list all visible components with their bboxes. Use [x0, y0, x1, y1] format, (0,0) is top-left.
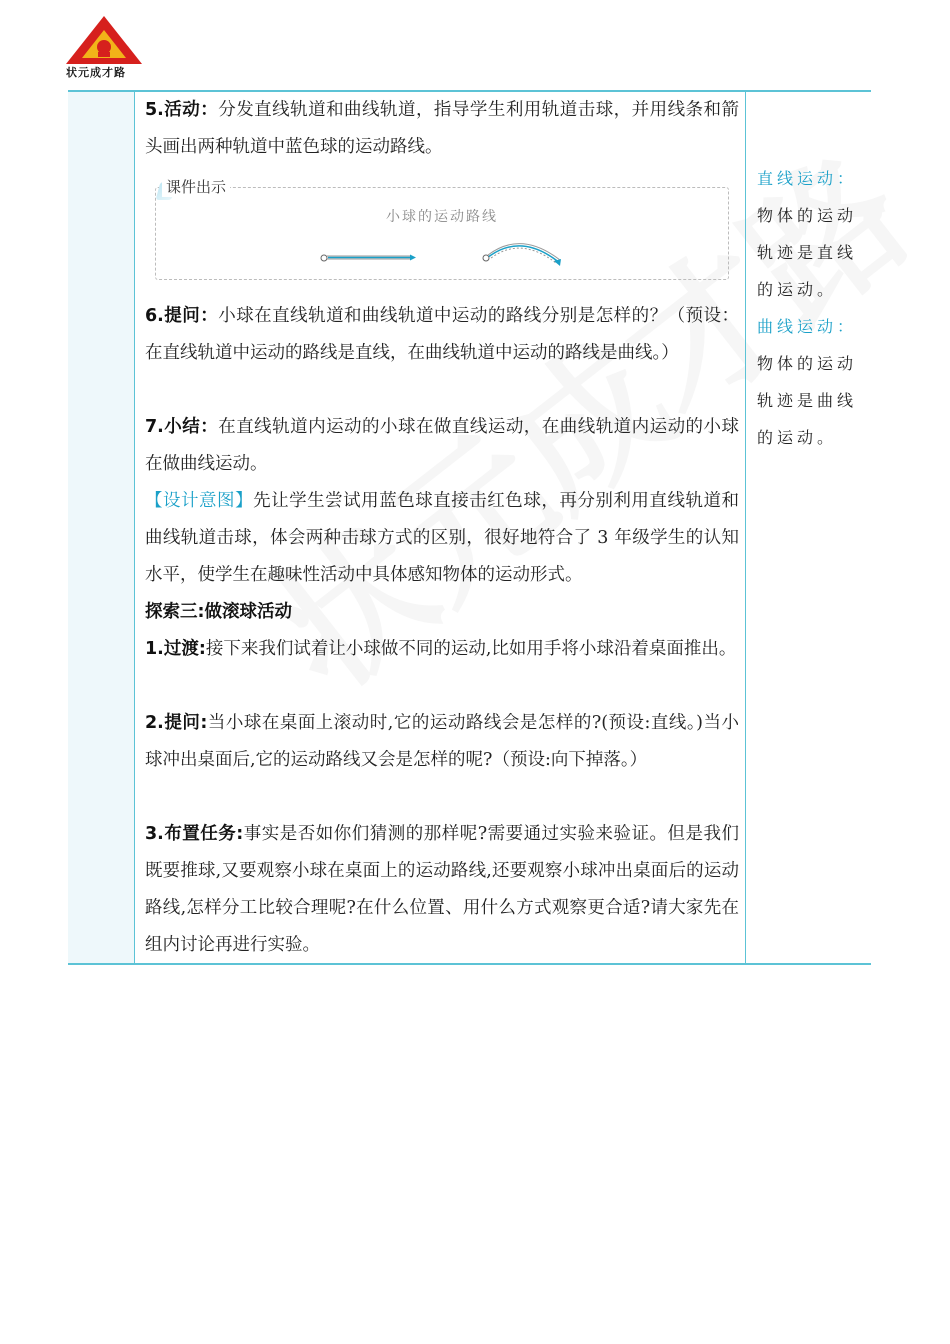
main-column — [135, 92, 746, 963]
section-3-step-1-text: 接下来我们试着让小球做不同的运动,比如用手将小球沿着桌面推出。 — [205, 639, 737, 659]
step-7-text: 在直线轨道内运动的小球在做直线运动，在曲线轨道内运动的小球在做曲线运动。 — [145, 417, 740, 474]
step-6-label: 6.提问： — [145, 306, 219, 326]
straight-path-icon — [321, 255, 416, 262]
note-curve-motion — [757, 308, 865, 456]
section-3-step-3-text: 事实是否如你们猜测的那样呢?需要通过实验来验证。但是我们既要推球,又要观察小球在桌面上的运动路线,还要观察小球冲出桌面后的运动路线,怎样分工比较合理呢?在什么位置、用什么方式观察更合适?请大家先在组内讨论再进行实验。 — [145, 824, 739, 955]
section-3-step-2-text: 当小球在桌面上滚动时,它的运动路线会是怎样的?(预设:直线。)当小球冲出桌面后,它的运动路线又会是怎样的呢?（预设:向下掉落。） — [145, 713, 740, 770]
section-3-step-1-label: 1.过渡: — [145, 639, 206, 659]
note-straight-motion — [757, 160, 865, 308]
note-curve-title: 曲线运动： — [757, 317, 858, 336]
section-3-step-2-label: 2.提问: — [145, 713, 208, 733]
lesson-table — [68, 90, 871, 965]
note-curve-text: 物体的运动轨迹是曲线的运动。 — [757, 354, 858, 447]
design-intent-label: 【设计意图】 — [145, 491, 254, 511]
step-6-text: 小球在直线轨道和曲线轨道中运动的路线分别是怎样的？（预设：在直线轨道中运动的路线是直线，在曲线轨道中运动的路线是曲线。） — [145, 306, 740, 363]
section-3-step-2 — [145, 705, 739, 779]
motion-path-diagram — [316, 236, 576, 270]
section-3-step-1 — [145, 631, 739, 668]
section-3-step-3-label: 3.布置任务: — [145, 824, 244, 844]
section-3-step-3 — [145, 816, 739, 964]
side-notes-column — [747, 92, 871, 963]
step-6-question — [145, 298, 739, 372]
step-5-text: 分发直线轨道和曲线轨道，指导学生利用轨道击球，并用线条和箭头画出两种轨道中蓝色球的运动路线。 — [145, 100, 740, 157]
step-7-label: 7.小结： — [145, 417, 219, 437]
note-straight-title: 直线运动： — [757, 169, 858, 188]
step-5-label: 5.活动： — [145, 100, 219, 120]
courseware-title: 小球的运动路线 — [386, 209, 498, 225]
note-straight-text: 物体的运动轨迹是直线的运动。 — [757, 206, 858, 299]
design-intent — [145, 483, 739, 594]
step-7-summary — [145, 409, 739, 483]
courseware-box — [155, 178, 729, 280]
design-intent-text: 先让学生尝试用蓝色球直接击红色球，再分别利用直线轨道和曲线轨道击球，体会两种击球方式的区别，很好地符合了 3 年级学生的认知水平，使学生在趣味性活动中具体感知物体的运动形式。 — [145, 491, 739, 585]
left-column — [68, 92, 135, 963]
curve-path-icon — [483, 244, 561, 266]
logo-text: 状元成才路 — [66, 66, 126, 79]
courseware-label: 课件出示 — [162, 176, 230, 197]
step-5-activity — [145, 92, 739, 166]
section-3-title: 探索三:做滚球活动 — [145, 602, 292, 622]
